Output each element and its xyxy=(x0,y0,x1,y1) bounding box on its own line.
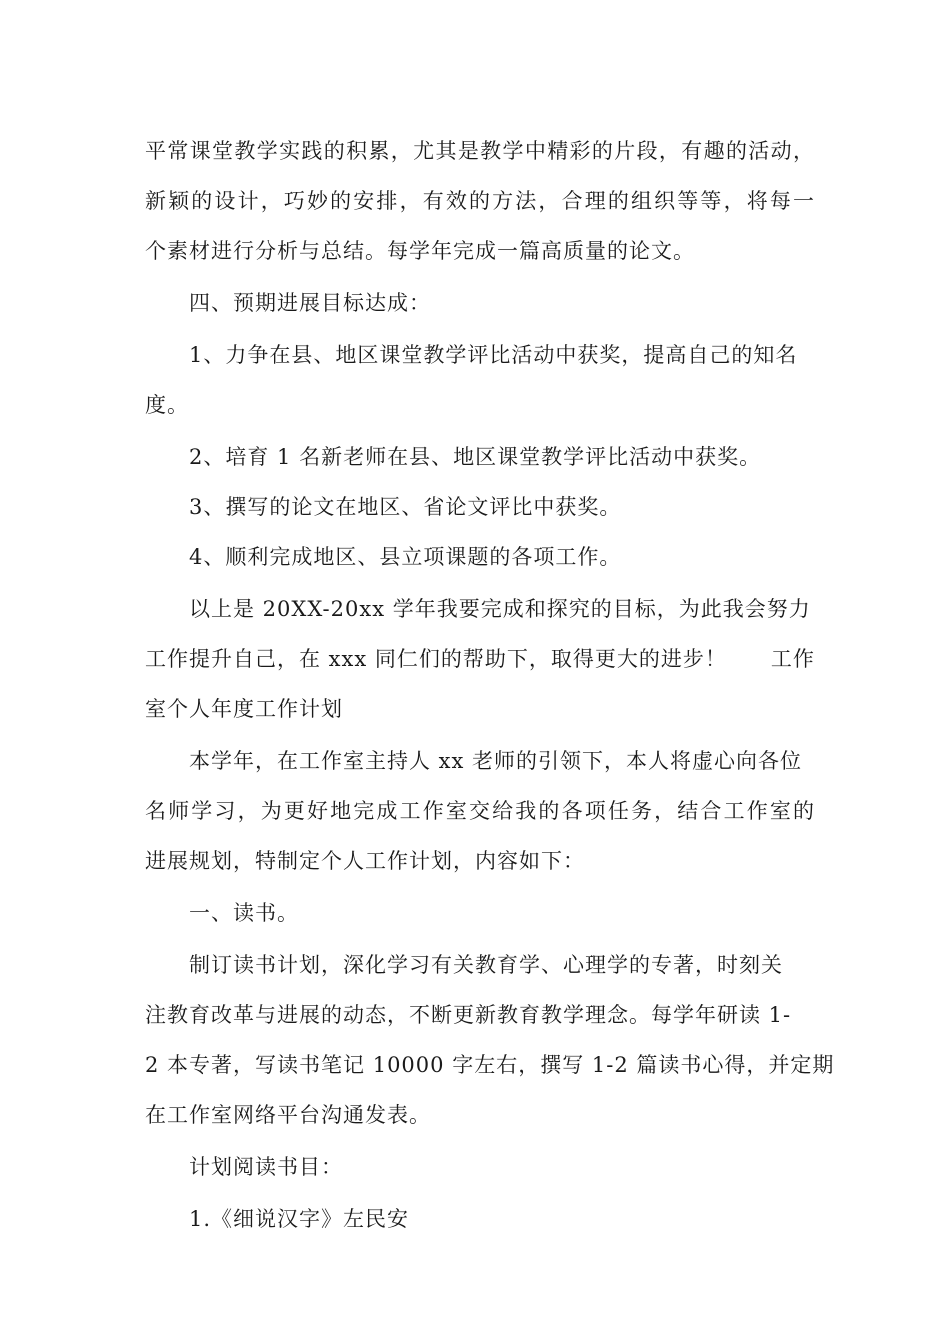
paragraph-line: 度。 xyxy=(145,393,189,417)
paragraph-line: 2 本专著，写读书笔记 10000 字左右，撰写 1-2 篇读书心得，并定期 xyxy=(145,1053,835,1077)
paragraph-line: 进展规划，特制定个人工作计划，内容如下： xyxy=(145,849,585,873)
paragraph-line: 注教育改革与进展的动态，不断更新教育教学理念。每学年研读 1- xyxy=(145,1003,792,1027)
paragraph-line: 工作提升自己，在 xxx 同仁们的帮助下，取得更大的进步！ 工作 xyxy=(145,647,815,671)
section-heading: 计划阅读书目： xyxy=(189,1155,343,1179)
section-heading: 一、读书。 xyxy=(189,901,299,925)
list-item: 1.《细说汉字》左民安 xyxy=(189,1207,410,1231)
section-heading: 四、预期进展目标达成： xyxy=(189,291,431,315)
section-title: 室个人年度工作计划 xyxy=(145,697,343,721)
paragraph-line: 本学年，在工作室主持人 xx 老师的引领下，本人将虚心向各位 xyxy=(189,749,803,773)
paragraph-line: 平常课堂教学实践的积累，尤其是教学中精彩的片段，有趣的活动， xyxy=(145,139,815,163)
paragraph-line: 新颖的设计，巧妙的安排，有效的方法，合理的组织等等，将每一 xyxy=(145,189,815,213)
list-item: 2、培育 1 名新老师在县、地区课堂教学评比活动中获奖。 xyxy=(189,445,762,469)
list-item: 3、撰写的论文在地区、省论文评比中获奖。 xyxy=(189,495,622,519)
paragraph-line: 在工作室网络平台沟通发表。 xyxy=(145,1103,431,1127)
list-item: 1、力争在县、地区课堂教学评比活动中获奖，提高自己的知名 xyxy=(189,343,798,367)
paragraph-line: 个素材进行分析与总结。每学年完成一篇高质量的论文。 xyxy=(145,239,695,263)
paragraph-line: 以上是 20XX-20xx 学年我要完成和探究的目标，为此我会努力 xyxy=(189,597,811,621)
paragraph-line: 名师学习，为更好地完成工作室交给我的各项任务，结合工作室的 xyxy=(145,799,815,823)
paragraph-line: 制订读书计划，深化学习有关教育学、心理学的专著，时刻关 xyxy=(189,953,783,977)
list-item: 4、顺利完成地区、县立项课题的各项工作。 xyxy=(189,545,622,569)
